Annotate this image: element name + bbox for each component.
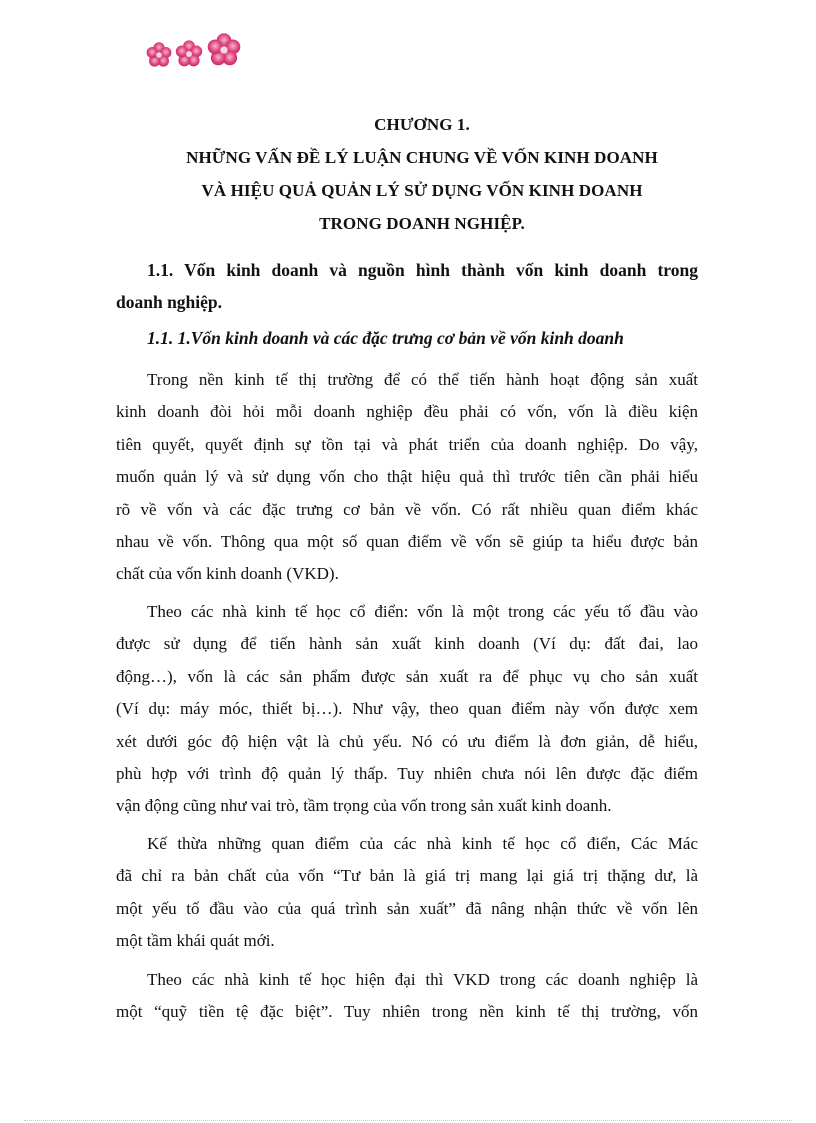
paragraph-line: đã chỉ ra bản chất của vốn “Tư bản là giá trị mang lại giá trị thặng dư, là: [116, 866, 698, 886]
section-heading: [116, 254, 698, 318]
paragraph-line: muốn quản lý và sử dụng vốn cho thật hiệu quả thì trước tiên cần phải hiểu: [116, 467, 698, 487]
body-paragraph: [116, 364, 698, 591]
paragraph-line: Theo các nhà kinh tế học hiện đại thì VKD trong các doanh nghiệp là: [147, 970, 698, 989]
chapter-subtitle-line: VÀ HIỆU QUẢ QUẢN LÝ SỬ DỤNG VỐN KINH DOANH: [201, 181, 643, 200]
paragraph-line: chất của vốn kinh doanh (VKD).: [116, 564, 339, 584]
chapter-heading: [116, 114, 728, 246]
paragraph-line: (Ví dụ: máy móc, thiết bị…). Như vậy, theo quan điểm này vốn được xem: [116, 699, 698, 719]
paragraph-line: một tầm khái quát mới.: [116, 931, 275, 951]
paragraph-line: xét dưới góc độ hiện vật là chủ yếu. Nó có ưu điểm là đơn giản, dễ hiểu,: [116, 731, 698, 751]
paragraph-line: Theo các nhà kinh tế học cổ điển: vốn là một trong các yếu tố đầu vào: [147, 602, 698, 621]
paragraph-line: tiên quyết, quyết định sự tồn tại và phát triển của doanh nghiệp. Do vậy,: [116, 434, 698, 454]
chapter-subtitle-line: NHỮNG VẤN ĐỀ LÝ LUẬN CHUNG VỀ VỐN KINH DOANH: [186, 148, 658, 167]
subsection-heading: 1.1. 1.Vốn kinh doanh và các đặc trưng cơ bản về vốn kinh doanh: [147, 328, 624, 348]
paragraph-line: Trong nền kinh tế thị trường để có thể tiến hành hoạt động sản xuất: [147, 370, 698, 389]
body-paragraph: [116, 596, 698, 823]
paragraph-line: rõ về vốn và các đặc trưng cơ bản về vốn. Có rất nhiều quan điểm khác: [116, 499, 698, 519]
paragraph-line: phù hợp với trình độ quản lý thấp. Tuy nhiên chưa nói lên được đặc điểm: [116, 764, 698, 784]
paragraph-line: một “quỹ tiền tệ đặc biệt”. Tuy nhiên trong nền kinh tế thị trường, vốn: [116, 1002, 698, 1022]
body-paragraph: [116, 828, 698, 958]
three-pink-flowers-icon: [144, 32, 248, 72]
paragraph-line: động…), vốn là các sản phẩm được sản xuất ra để phục vụ cho sản xuất: [116, 666, 698, 686]
chapter-subtitle-line: TRONG DOANH NGHIỆP.: [319, 214, 525, 233]
body-paragraph: [116, 964, 698, 1029]
section-heading-line: 1.1. Vốn kinh doanh và nguồn hình thành vốn kinh doanh trong: [147, 260, 698, 280]
flower-icon: [208, 33, 241, 65]
flower-icon: [147, 42, 172, 66]
paragraph-line: nhau về vốn. Thông qua một số quan điểm về vốn sẽ giúp ta hiểu được bản: [116, 532, 698, 552]
paragraph-line: được sử dụng để tiến hành sản xuất kinh doanh (Ví dụ: đất đai, lao: [116, 634, 698, 654]
paragraph-line: một yếu tố đầu vào của quá trình sản xuất” đã nâng nhận thức về vốn lên: [116, 898, 698, 918]
chapter-title: CHƯƠNG 1.: [374, 115, 470, 134]
paragraph-line: Kế thừa những quan điểm của các nhà kinh tế học cổ điển, Các Mác: [147, 834, 698, 853]
page-bottom-rule: [24, 1120, 792, 1121]
section-heading-line: doanh nghiệp.: [116, 292, 223, 312]
paragraph-line: kinh doanh đòi hỏi mỗi doanh nghiệp đều phải có vốn, vốn là điều kiện: [116, 402, 698, 422]
paragraph-line: vận động cũng như vai trò, tầm trọng của vốn trong sản xuất kinh doanh.: [116, 796, 612, 816]
flower-icon: [176, 40, 202, 66]
